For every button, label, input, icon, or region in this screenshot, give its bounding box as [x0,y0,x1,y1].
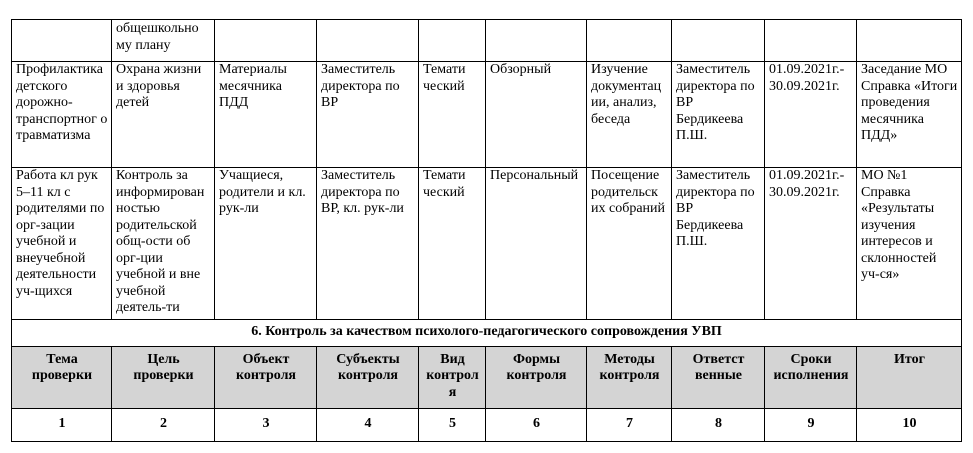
table-cell: Учащиеся, родители и кл. рук-ли [215,168,317,320]
table-cell [765,20,857,62]
column-number: 9 [765,408,857,441]
column-number: 4 [317,408,419,441]
column-number: 3 [215,408,317,441]
table-cell: Посещение родительск их собраний [587,168,672,320]
table-cell [215,20,317,62]
table-cell: Работа кл рук 5–11 кл с родителями по орг-зации учебной и внеучебной деятельности уч-щихся [12,168,112,320]
column-header: Итог [857,346,962,408]
column-number: 10 [857,408,962,441]
table-cell: Заместитель директора по ВР Бердикеева П.Ш. [672,62,765,168]
table-row [12,20,962,62]
column-header: Сроки исполнения [765,346,857,408]
table-cell: МО №1 Справка «Результаты изучения интересов и склонностей уч-ся» [857,168,962,320]
table-cell [317,20,419,62]
table-cell: Персональный [486,168,587,320]
column-number: 7 [587,408,672,441]
table-cell [857,20,962,62]
header-row [12,346,962,408]
column-header: Ответст венные [672,346,765,408]
table-cell: Изучение документац ии, анализ, беседа [587,62,672,168]
column-number: 6 [486,408,587,441]
table-cell: Заседание МО Справка «Итоги проведения месячника ПДД» [857,62,962,168]
column-header: Субъекты контроля [317,346,419,408]
control-plan-table [11,19,962,442]
column-number: 2 [112,408,215,441]
column-number-row [12,408,962,441]
column-number: 1 [12,408,112,441]
table-cell [486,20,587,62]
table-cell: Темати ческий [419,168,486,320]
table-cell: Заместитель директора по ВР, кл. рук-ли [317,168,419,320]
section-title: 6. Контроль за качеством психолого-педагогического сопровождения УВП [12,319,962,346]
column-header: Методы контроля [587,346,672,408]
column-number: 8 [672,408,765,441]
table-cell: Охрана жизни и здоровья детей [112,62,215,168]
column-header: Цель проверки [112,346,215,408]
table-cell [587,20,672,62]
table-cell: общешкольно му плану [112,20,215,62]
table-row [12,62,962,168]
column-header: Объект контроля [215,346,317,408]
column-header: Формы контроля [486,346,587,408]
table-cell: Контроль за информирован ностью родительской общ-ости об орг-ции учебной и вне учебной деятель-ти [112,168,215,320]
table-cell [672,20,765,62]
table-row [12,168,962,320]
column-number: 5 [419,408,486,441]
table-cell: Темати ческий [419,62,486,168]
column-header: Вид контроля [419,346,486,408]
table-cell: Заместитель директора по ВР [317,62,419,168]
section-row [12,319,962,346]
column-header: Тема проверки [12,346,112,408]
table-cell: Заместитель директора по ВР Бердикеева П.Ш. [672,168,765,320]
table-cell: 01.09.2021г.- 30.09.2021г. [765,168,857,320]
table-cell [12,20,112,62]
table-cell: Профилактика детского дорожно-транспортног о травматизма [12,62,112,168]
table-cell: 01.09.2021г.- 30.09.2021г. [765,62,857,168]
table-cell: Обзорный [486,62,587,168]
table-cell [419,20,486,62]
table-cell: Материалы месячника ПДД [215,62,317,168]
